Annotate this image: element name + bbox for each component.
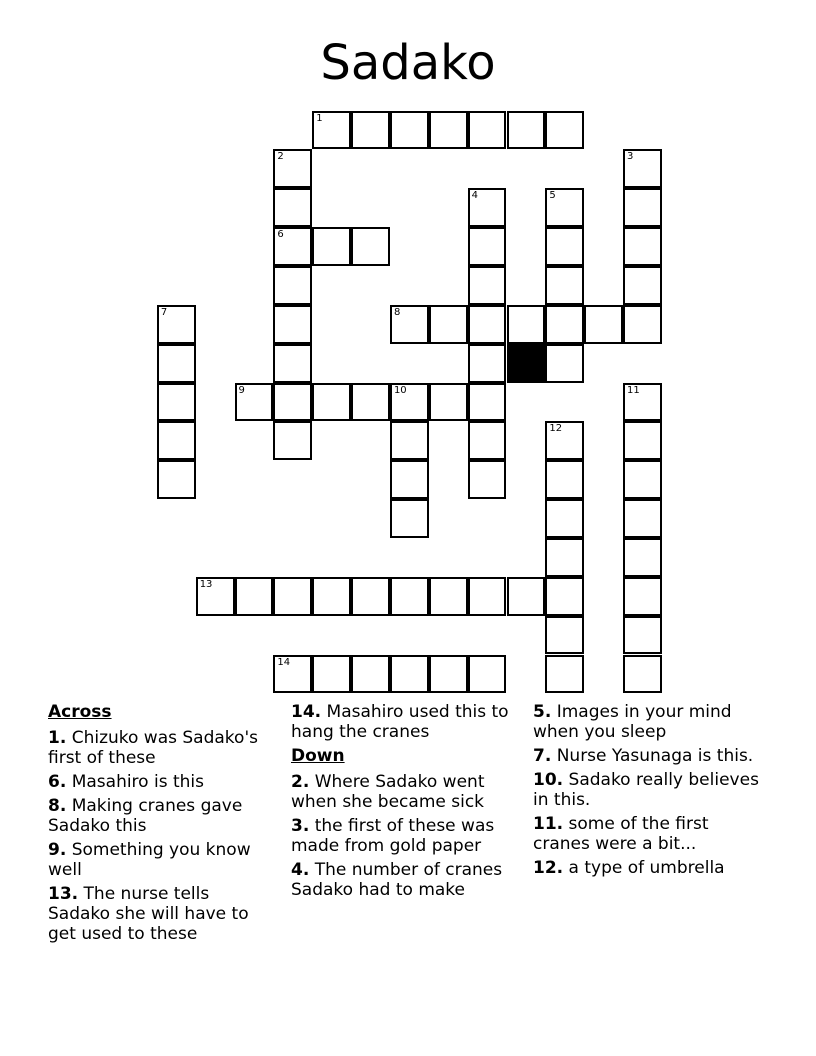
grid-cell[interactable] bbox=[545, 188, 584, 227]
clue-across-1 bbox=[48, 728, 273, 768]
clue-text: the first of these was made from gold paper bbox=[291, 816, 495, 856]
grid-cell[interactable] bbox=[545, 344, 584, 383]
clue-number: 8. bbox=[48, 796, 67, 816]
grid-cell[interactable] bbox=[545, 499, 584, 538]
clue-number-label: 11 bbox=[627, 384, 640, 396]
clue-number-label: 4 bbox=[471, 190, 479, 202]
grid-cell[interactable] bbox=[312, 655, 351, 694]
clue-text: Masahiro used this to hang the cranes bbox=[291, 702, 509, 742]
grid-cell[interactable] bbox=[623, 655, 662, 694]
clue-down-12 bbox=[533, 858, 768, 878]
clue-text: Nurse Yasunaga is this. bbox=[556, 746, 754, 766]
clue-number-label: 10 bbox=[393, 384, 407, 396]
grid-cell[interactable] bbox=[351, 383, 390, 422]
grid-cell[interactable] bbox=[157, 383, 196, 422]
grid-cell[interactable] bbox=[390, 460, 429, 499]
grid-cell[interactable] bbox=[623, 616, 662, 655]
clue-number-label: 1 bbox=[316, 112, 323, 124]
grid-cell[interactable] bbox=[273, 227, 312, 266]
clue-number: 7. bbox=[533, 746, 552, 766]
grid-cell[interactable] bbox=[273, 383, 312, 422]
clue-number: 10. bbox=[533, 770, 564, 790]
grid-cell[interactable] bbox=[235, 383, 274, 422]
clue-across-6 bbox=[48, 772, 273, 792]
grid-cell[interactable] bbox=[623, 227, 662, 266]
clues-column-1 bbox=[48, 702, 273, 948]
grid-cell[interactable] bbox=[273, 305, 312, 344]
clue-number: 13. bbox=[48, 884, 79, 904]
grid-cell[interactable] bbox=[545, 577, 584, 616]
grid-cell[interactable] bbox=[623, 460, 662, 499]
clue-number: 6. bbox=[48, 772, 67, 792]
grid-cell[interactable] bbox=[312, 383, 351, 422]
grid-cell[interactable] bbox=[623, 305, 662, 344]
clue-number-label: 12 bbox=[549, 423, 563, 435]
clue-across-8 bbox=[48, 796, 273, 836]
grid-cell[interactable] bbox=[429, 111, 468, 150]
grid-cell[interactable] bbox=[312, 227, 351, 266]
grid-cell[interactable] bbox=[623, 499, 662, 538]
grid-cell[interactable] bbox=[545, 305, 584, 344]
clues-column-3 bbox=[533, 702, 768, 882]
clue-text: Making cranes gave Sadako this bbox=[48, 796, 243, 836]
clue-number-label: 14 bbox=[277, 656, 291, 668]
grid-cell[interactable] bbox=[273, 188, 312, 227]
black-square bbox=[507, 344, 546, 383]
grid-cell[interactable] bbox=[196, 577, 235, 616]
grid-cell[interactable] bbox=[351, 655, 390, 694]
clue-down-7 bbox=[533, 746, 768, 766]
grid-cell[interactable] bbox=[273, 421, 312, 460]
grid-cell[interactable] bbox=[157, 344, 196, 383]
grid-cell[interactable] bbox=[390, 421, 429, 460]
clue-number: 14. bbox=[291, 702, 322, 722]
grid-cell[interactable] bbox=[468, 227, 507, 266]
clue-across-14 bbox=[291, 702, 516, 742]
grid-cell[interactable] bbox=[468, 383, 507, 422]
clue-number-label: 13 bbox=[199, 578, 213, 590]
grid-cell[interactable] bbox=[157, 305, 196, 344]
grid-cell[interactable] bbox=[390, 499, 429, 538]
grid-cell[interactable] bbox=[623, 383, 662, 422]
across-heading: Across bbox=[48, 702, 112, 722]
clue-number-label: 2 bbox=[277, 151, 284, 163]
clue-text: The nurse tells Sadako she will have to get used to these bbox=[48, 884, 249, 944]
clue-number: 4. bbox=[291, 860, 310, 880]
clue-number: 1. bbox=[48, 728, 67, 748]
clue-text: Where Sadako went when she became sick bbox=[291, 772, 485, 812]
clue-number: 5. bbox=[533, 702, 552, 722]
clue-text: some of the first cranes were a bit... bbox=[533, 814, 709, 854]
grid-cell[interactable] bbox=[468, 655, 507, 694]
clue-across-13 bbox=[48, 884, 273, 944]
grid-cell[interactable] bbox=[545, 421, 584, 460]
grid-cell[interactable] bbox=[157, 460, 196, 499]
grid-cell[interactable] bbox=[429, 577, 468, 616]
grid-cell[interactable] bbox=[273, 577, 312, 616]
grid-cell[interactable] bbox=[351, 111, 390, 150]
grid-cell[interactable] bbox=[507, 577, 546, 616]
grid-cell[interactable] bbox=[545, 266, 584, 305]
grid-cell[interactable] bbox=[273, 344, 312, 383]
puzzle-title: Sadako bbox=[320, 35, 496, 91]
grid-cell[interactable] bbox=[584, 305, 623, 344]
clue-number-label: 9 bbox=[238, 384, 245, 396]
clue-number-label: 8 bbox=[393, 306, 401, 318]
clue-down-2 bbox=[291, 772, 516, 812]
clue-down-3 bbox=[291, 816, 516, 856]
grid-cell[interactable] bbox=[273, 149, 312, 188]
clue-text: Masahiro is this bbox=[71, 772, 204, 792]
grid-cell[interactable] bbox=[468, 577, 507, 616]
clue-number: 11. bbox=[533, 814, 564, 834]
clue-down-10 bbox=[533, 770, 768, 810]
clue-number-label: 3 bbox=[627, 151, 634, 163]
grid-cell[interactable] bbox=[429, 383, 468, 422]
clue-number-label: 5 bbox=[549, 190, 556, 202]
clue-number-label: 7 bbox=[160, 306, 168, 318]
grid-cell[interactable] bbox=[351, 227, 390, 266]
grid-cell[interactable] bbox=[273, 655, 312, 694]
grid-cell[interactable] bbox=[390, 305, 429, 344]
grid-cell[interactable] bbox=[390, 111, 429, 150]
grid-cell[interactable] bbox=[507, 305, 546, 344]
grid-cell[interactable] bbox=[468, 188, 507, 227]
grid-cell[interactable] bbox=[545, 655, 584, 694]
grid-cell[interactable] bbox=[545, 227, 584, 266]
clue-down-11 bbox=[533, 814, 768, 854]
grid-cell[interactable] bbox=[468, 421, 507, 460]
grid-cell[interactable] bbox=[157, 421, 196, 460]
grid-cell[interactable] bbox=[545, 460, 584, 499]
grid-cell[interactable] bbox=[429, 305, 468, 344]
grid-cell[interactable] bbox=[468, 460, 507, 499]
clue-text: a type of umbrella bbox=[568, 858, 725, 878]
grid-cell[interactable] bbox=[545, 538, 584, 577]
grid-cell[interactable] bbox=[507, 111, 546, 150]
clue-across-9 bbox=[48, 840, 273, 880]
clue-text: The number of cranes Sadako had to make bbox=[291, 860, 503, 900]
clue-number: 3. bbox=[291, 816, 310, 836]
grid-cell[interactable] bbox=[273, 266, 312, 305]
clue-down-5 bbox=[533, 702, 768, 742]
grid-cell[interactable] bbox=[623, 266, 662, 305]
clue-text: Something you know well bbox=[48, 840, 251, 880]
grid-cell[interactable] bbox=[390, 383, 429, 422]
grid-cell[interactable] bbox=[235, 577, 274, 616]
grid-cell[interactable] bbox=[351, 577, 390, 616]
grid-cell[interactable] bbox=[623, 538, 662, 577]
clue-number: 2. bbox=[291, 772, 310, 792]
clue-number-label: 6 bbox=[277, 229, 284, 241]
grid-cell[interactable] bbox=[468, 266, 507, 305]
grid-cell[interactable] bbox=[623, 421, 662, 460]
clue-number: 9. bbox=[48, 840, 67, 860]
clue-text: Sadako really believes in this. bbox=[533, 770, 759, 810]
clue-text: Chizuko was Sadako's first of these bbox=[48, 728, 258, 768]
grid-cell[interactable] bbox=[623, 577, 662, 616]
grid-cell[interactable] bbox=[545, 616, 584, 655]
grid-cell[interactable] bbox=[312, 111, 351, 150]
clues-column-2 bbox=[291, 702, 516, 904]
grid-cell[interactable] bbox=[545, 111, 584, 150]
grid-cell[interactable] bbox=[429, 655, 468, 694]
grid-cell[interactable] bbox=[312, 577, 351, 616]
clue-down-4 bbox=[291, 860, 516, 900]
clue-number: 12. bbox=[533, 858, 564, 878]
down-heading: Down bbox=[291, 746, 345, 766]
grid-cell[interactable] bbox=[468, 111, 507, 150]
grid-cell[interactable] bbox=[468, 305, 507, 344]
clue-text: Images in your mind when you sleep bbox=[533, 702, 732, 742]
grid-cell[interactable] bbox=[623, 149, 662, 188]
grid-cell[interactable] bbox=[390, 655, 429, 694]
grid-cell[interactable] bbox=[468, 344, 507, 383]
grid-cell[interactable] bbox=[623, 188, 662, 227]
grid-cell[interactable] bbox=[390, 577, 429, 616]
